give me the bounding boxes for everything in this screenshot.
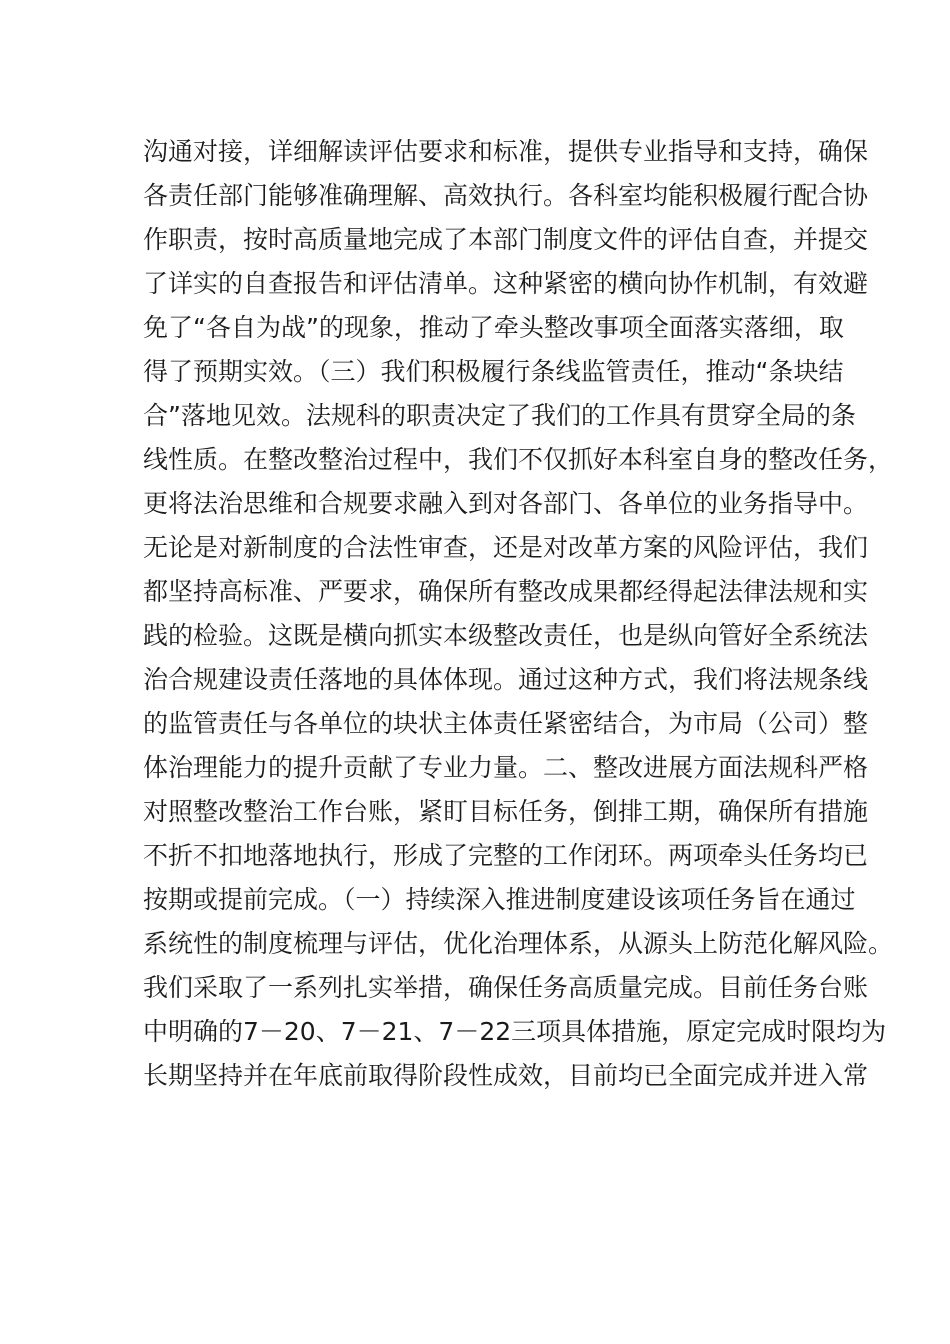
text-line: 长期坚持并在年底前取得阶段性成效，目前均已全面完成并进入常 xyxy=(143,1061,869,1090)
text-line: 无论是对新制度的合法性审查，还是对改革方案的风险评估，我们 xyxy=(143,533,869,562)
text-line: 的监管责任与各单位的块状主体责任紧密结合，为市局（公司）整 xyxy=(143,709,869,738)
text-line: 体治理能力的提升贡献了专业力量。二、整改进展方面法规科严格 xyxy=(143,753,869,782)
text-line: 中明确的7－20、7－21、7－22三项具体措施，原定完成时限均为 xyxy=(143,1017,887,1046)
text-line: 沟通对接，详细解读评估要求和标准，提供专业指导和支持，确保 xyxy=(143,137,869,166)
text-line: 了详实的自查报告和评估清单。这种紧密的横向协作机制，有效避 xyxy=(143,269,869,298)
text-line: 合”落地见效。法规科的职责决定了我们的工作具有贯穿全局的条 xyxy=(143,401,856,430)
text-line: 得了预期实效。（三）我们积极履行条线监管责任，推动“条块结 xyxy=(143,357,844,386)
text-line: 都坚持高标准、严要求，确保所有整改成果都经得起法律法规和实 xyxy=(143,577,869,606)
text-line: 治合规建设责任落地的具体体现。通过这种方式，我们将法规条线 xyxy=(143,665,869,694)
text-line: 作职责，按时高质量地完成了本部门制度文件的评估自查，并提交 xyxy=(143,225,869,254)
text-line: 系统性的制度梳理与评估，优化治理体系，从源头上防范化解风险。 xyxy=(143,929,894,958)
text-line: 践的检验。这既是横向抓实本级整改责任，也是纵向管好全系统法 xyxy=(143,621,869,650)
text-line: 免了“各自为战”的现象，推动了牵头整改事项全面落实落细，取 xyxy=(143,313,844,342)
body-paragraph xyxy=(143,130,894,1098)
text-line: 各责任部门能够准确理解、高效执行。各科室均能积极履行配合协 xyxy=(143,181,869,210)
text-line: 更将法治思维和合规要求融入到对各部门、各单位的业务指导中。 xyxy=(143,489,869,518)
text-line: 对照整改整治工作台账，紧盯目标任务，倒排工期，确保所有措施 xyxy=(143,797,869,826)
text-line: 按期或提前完成。（一）持续深入推进制度建设该项任务旨在通过 xyxy=(143,885,856,914)
text-line: 我们采取了一系列扎实举措，确保任务高质量完成。目前任务台账 xyxy=(143,973,869,1002)
text-line: 不折不扣地落地执行，形成了完整的工作闭环。两项牵头任务均已 xyxy=(143,841,869,870)
text-line: 线性质。在整改整治过程中，我们不仅抓好本科室自身的整改任务， xyxy=(143,445,894,474)
